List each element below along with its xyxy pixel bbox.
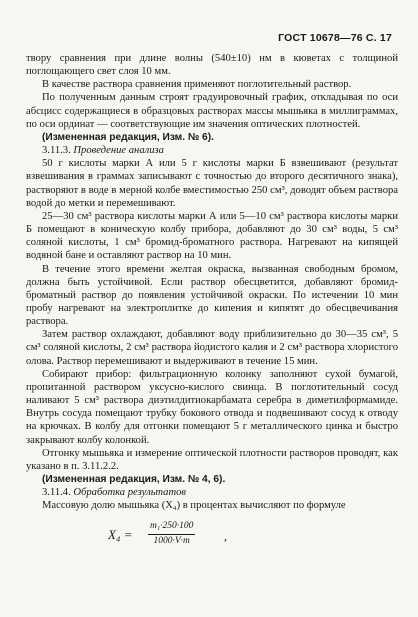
section-number: 3.11.3. xyxy=(42,145,74,157)
document-body xyxy=(26,52,398,554)
paragraph: По полученным данным строят градуировочный график, откладывая по оси абсцисс содержащиеся в образцовых растворах массы мышьяка в миллиграммах, по оси ординат — соответствующие им значения оптических плотностей. xyxy=(26,92,398,130)
section-title: Обработка результатов xyxy=(73,487,186,499)
amendment-note: (Измененная редакция, Изм. № 6). xyxy=(42,131,214,143)
formula-trail: , xyxy=(224,529,227,544)
section-title: Проведение анализа xyxy=(73,145,164,157)
section-number: 3.11.4. xyxy=(42,487,74,499)
paragraph: Отгонку мышьяка и измерение оптической плотности растворов проводят, как указано в п. 3.11.2.2. xyxy=(26,447,398,472)
paragraph: Массовую долю мышьяка (X₄) в процентах вычисляют по формуле xyxy=(42,500,346,512)
formula-fraction xyxy=(148,520,195,547)
paragraph: Собирают прибор: фильтрационную колонку заполняют сухой бумагой, пропитанной раствором уксусно-кислого свинца. В поглотительный сосуд наливают 5 см³ раствора диэтилдитиокарбамата серебра в диметилформамиде. Внутрь сосуда помещают трубку бокового отвода и подвешивают сосуд к отводу на крючках. В колбу для отгонки помещают 5 г металлического цинка и быстро закрывают колбу колонкой. xyxy=(26,368,398,446)
section-heading xyxy=(26,486,398,499)
page-header: ГОСТ 10678—76 С. 17 xyxy=(278,32,392,44)
paragraph: 50 г кислоты марки А или 5 г кислоты марки Б взвешивают (результат взвешивания в граммах записывают с точностью до второго десятичного знака), растворяют в воде в мерной колбе вместимостью 250 см³, доводят объем раствора водой до метки и перемешивают. xyxy=(26,158,398,209)
paragraph: 25—30 см³ раствора кислоты марки А или 5—10 см³ раствора кислоты марки Б помещают в коническую колбу прибора, добавляют до 30 см³ воды, 5 см³ соляной кислоты, 1 см³ бромид-броматного раствора. Нагревают на кипящей водяной бане и оставляют раствор на 10 мин. xyxy=(26,210,398,262)
amendment-note: (Измененная редакция, Изм. № 4, 6). xyxy=(42,474,226,485)
formula-numerator: m₁·250·100 xyxy=(148,520,195,534)
formula-lhs: X₄ = xyxy=(108,527,133,543)
paragraph: твору сравнения при длине волны (540±10) нм в кюветах с толщиной поглощающего свет слоя 10 мм. xyxy=(26,53,398,78)
formula-denominator: 1000·V·m xyxy=(153,535,190,546)
paragraph: В качестве раствора сравнения применяют поглотительный раствор. xyxy=(42,79,352,91)
section-heading xyxy=(26,144,398,157)
paragraph: В течение этого времени желтая окраска, вызванная свободным бромом, должна быть устойчивой. Если раствор обесцветится, добавляют бромид-броматный раствор до появления устойчивой окраски. По истечении 10 мин пробу нагревают на электроплитке до кипения и кипятят до обесцвечивания раствора. xyxy=(26,263,398,328)
paragraph: Затем раствор охлаждают, добавляют воду приблизительно до 30—35 см³, 5 см³ соляной кислоты, 2 см³ раствора йодистого калия и 2 см³ раствора хлористого олова. Раствор перемешивают и выдерживают в течение 15 мин. xyxy=(26,329,398,367)
formula xyxy=(26,518,398,554)
